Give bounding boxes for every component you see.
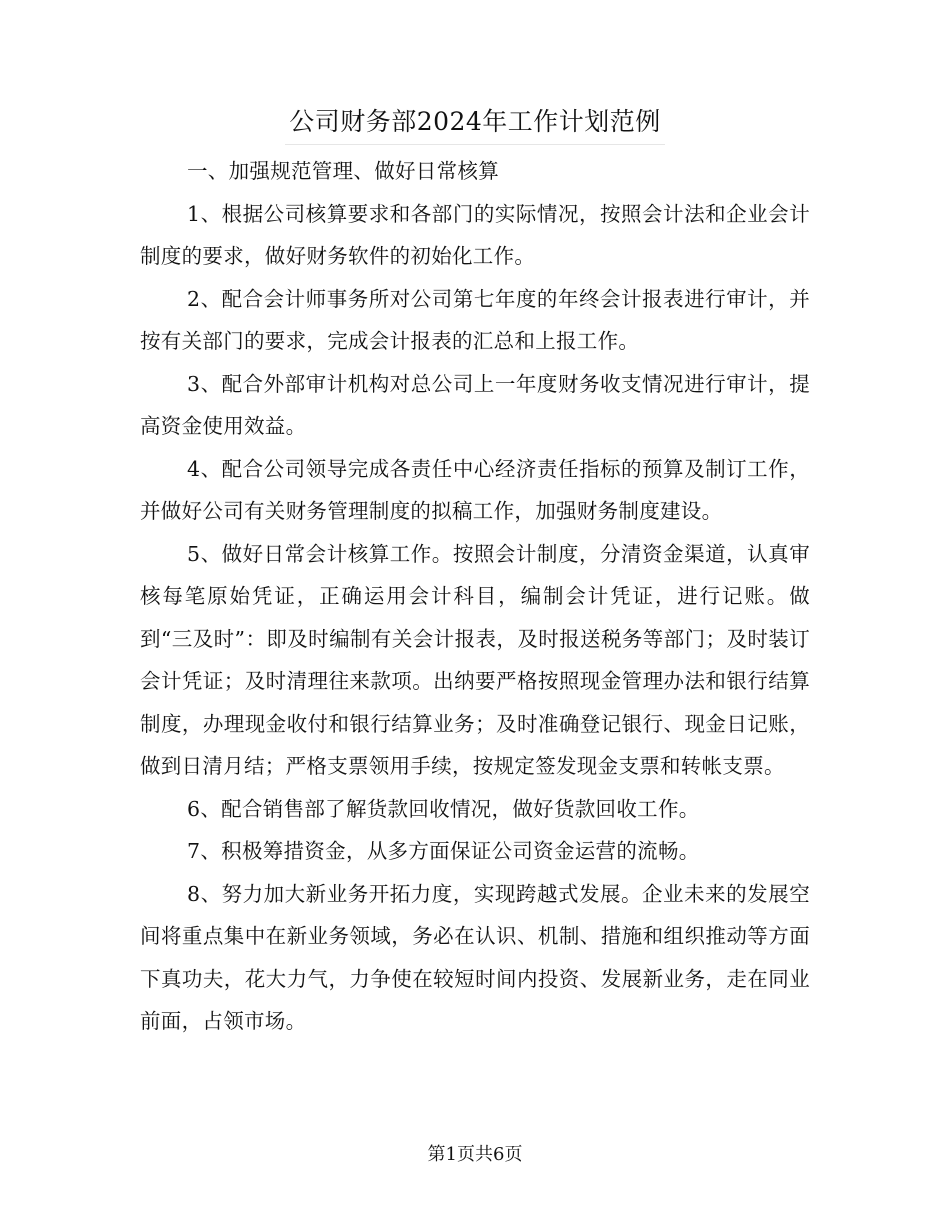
document-body <box>140 150 810 1043</box>
paragraph-item-3: 3、配合外部审计机构对总公司上一年度财务收支情况进行审计，提高资金使用效益。 <box>140 371 810 438</box>
paragraph-item-4: 4、配合公司领导完成各责任中心经济责任指标的预算及制订工作，并做好公司有关财务管理制度的拟稿工作，加强财务制度建设。 <box>140 456 810 523</box>
paragraph-item-8: 8、努力加大新业务开拓力度，实现跨越式发展。企业未来的发展空间将重点集中在新业务领域，务必在认识、机制、措施和组织推动等方面下真功夫，花大力气，力争使在较短时间内投资、发展新业务，走在同业前面，占领市场。 <box>140 881 810 1033</box>
paragraph-item-6: 6、配合销售部了解货款回收情况，做好货款回收工作。 <box>187 796 700 821</box>
paragraph-item-2: 2、配合会计师事务所对公司第七年度的年终会计报表进行审计，并按有关部门的要求，完成会计报表的汇总和上报工作。 <box>140 286 810 353</box>
paragraph-item-7: 7、积极筹措资金，从多方面保证公司资金运营的流畅。 <box>187 839 700 863</box>
document-title: 公司财务部2024年工作计划范例 <box>285 102 665 145</box>
paragraph-item-1: 1、根据公司核算要求和各部门的实际情况，按照会计法和企业会计制度的要求，做好财务软件的初始化工作。 <box>140 201 810 268</box>
paragraph-item-5: 5、做好日常会计核算工作。按照会计制度，分清资金渠道，认真审核每笔原始凭证，正确运用会计科目，编制会计凭证，进行记账。做到“三及时”：即及时编制有关会计报表，及时报送税务等部门；及时装订会计凭证；及时清理往来款项。出纳要严格按照现金管理办法和银行结算制度，办理现金收付和银行结算业务；及时准确登记银行、现金日记账，做到日清月结；严格支票领用手续，按规定签发现金支票和转帐支票。 <box>140 541 810 778</box>
section-heading: 一、加强规范管理、做好日常核算 <box>187 159 499 183</box>
title-container <box>0 102 950 145</box>
page-number-footer: 第1页共6页 <box>427 1144 523 1165</box>
